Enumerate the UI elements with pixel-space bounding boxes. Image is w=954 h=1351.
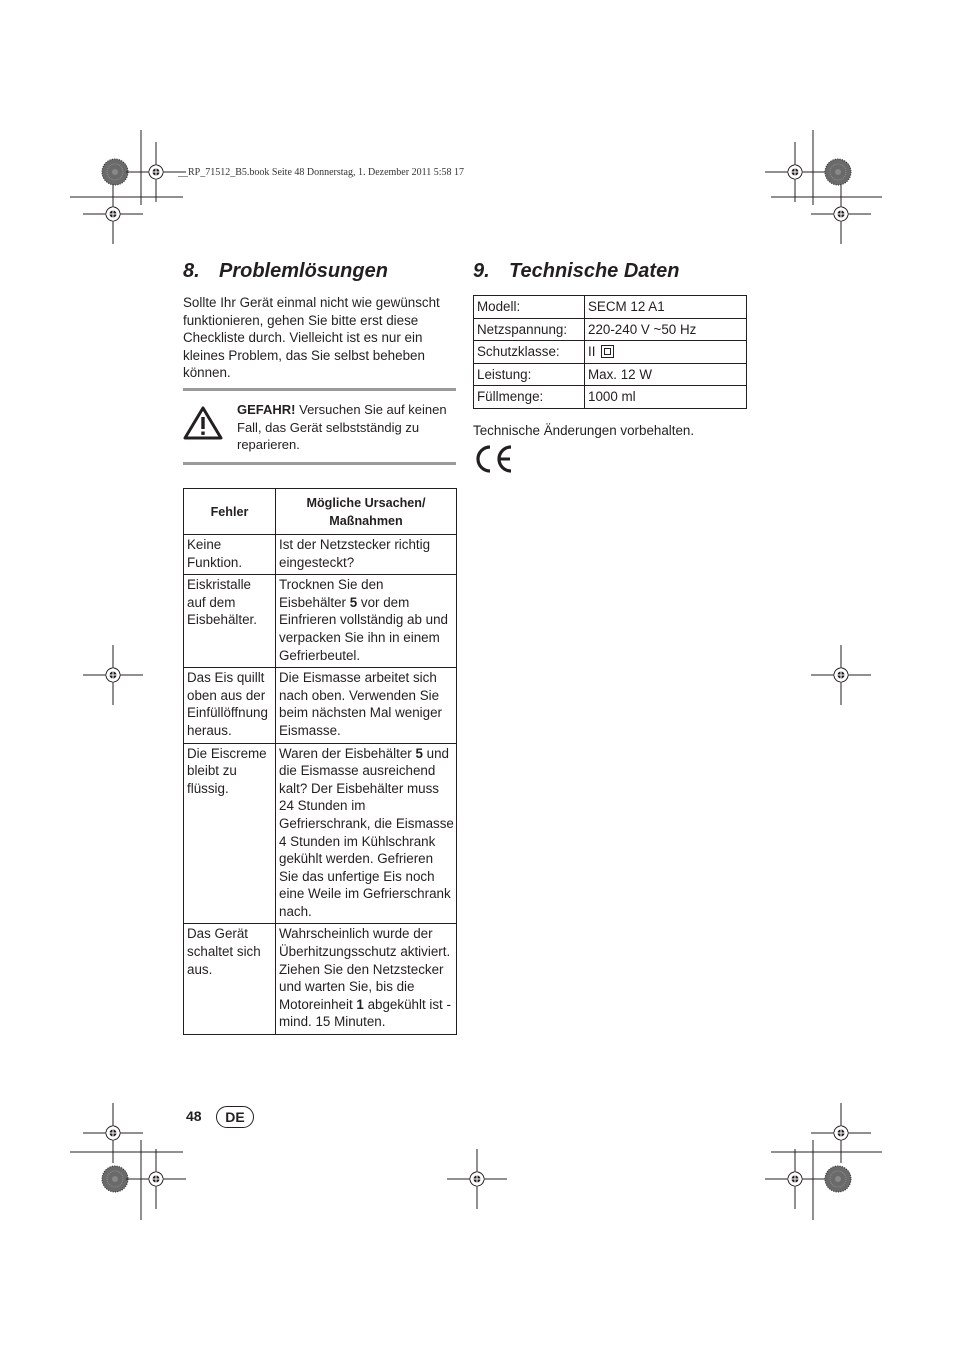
table-row <box>184 668 457 743</box>
registration-mark-icon <box>83 184 143 244</box>
part-number: 5 <box>415 745 423 761</box>
spec-value: II <box>588 344 596 360</box>
warning-message: Versuchen Sie auf keinen Fall, das Gerät selbstständig zu reparieren. <box>237 402 447 453</box>
spec-value: 1000 ml <box>585 386 747 409</box>
remedy-cell <box>276 924 457 1035</box>
spec-value: SECM 12 A1 <box>585 296 747 319</box>
spec-value-cell <box>585 341 747 364</box>
problem-cell: Keine Funktion. <box>184 535 276 575</box>
section-8-intro: Sollte Ihr Gerät einmal nicht wie gewünscht funktionieren, gehen Sie bitte erst diese Checkliste durch. Vielleicht ist es nur ein kleines Problem, das Sie selbst beheben können. <box>183 295 440 381</box>
column-header-fehler: Fehler <box>184 489 276 535</box>
color-wheel-icon <box>102 159 128 185</box>
registration-mark-icon <box>83 1103 143 1163</box>
registration-mark-icon <box>765 142 825 202</box>
registration-mark-icon <box>811 184 871 244</box>
section-9-heading <box>473 260 679 283</box>
table-row <box>184 535 457 575</box>
troubleshooting-table <box>183 488 457 1035</box>
section-9-title: Technische Daten <box>509 260 680 282</box>
spec-key: Netzspannung: <box>474 318 585 341</box>
remedy-text: Wahrscheinlich wurde der Überhitzungsschutz aktiviert. Ziehen Sie den Netzstecker und warten Sie, bis die Motoreinheit <box>279 926 451 1012</box>
table-row <box>184 743 457 924</box>
table-row <box>184 575 457 668</box>
registration-mark-icon <box>811 1103 871 1163</box>
spec-key: Modell: <box>474 296 585 319</box>
protection-class-ii-icon <box>601 345 614 358</box>
problem-cell: Das Eis quillt oben aus der Einfüllöffnung heraus. <box>184 668 276 743</box>
section-8-heading <box>183 260 388 283</box>
spec-row <box>474 296 747 319</box>
section-8-title: Problemlösungen <box>219 260 388 282</box>
spec-value: Max. 12 W <box>585 363 747 386</box>
color-wheel-icon <box>825 1166 851 1192</box>
remedy-cell <box>276 743 457 924</box>
warning-box <box>183 388 456 465</box>
table-header-row <box>184 489 457 535</box>
column-header-ursachen: Mögliche Ursachen/ Maßnahmen <box>276 489 457 535</box>
registration-mark-icon <box>83 645 143 705</box>
warning-label: GEFAHR! <box>237 402 296 417</box>
spec-row <box>474 341 747 364</box>
spec-value: 220-240 V ~50 Hz <box>585 318 747 341</box>
remedy-text: vor dem Einfrieren vollständig ab und verpacken Sie ihn in einem Gefrierbeutel. <box>279 594 448 663</box>
section-9-number: 9. <box>473 260 490 282</box>
remedy-text: und die Eismasse ausreichend kalt? Der Eisbehälter muss 24 Stunden im Gefrierschrank, die Eismasse 4 Stunden im Kühlschrank gekühlt werden. Gefrieren Sie das unfertige Eis noch eine Weile im Gefrierschrank nach. <box>279 745 454 919</box>
registration-mark-icon <box>126 142 186 202</box>
page-number: 48 <box>186 1108 202 1124</box>
registration-mark-icon <box>765 1149 825 1209</box>
spec-row <box>474 318 747 341</box>
remedy-cell <box>276 575 457 668</box>
spec-key: Schutzklasse: <box>474 341 585 364</box>
part-number: 1 <box>356 996 364 1012</box>
spec-key: Füllmenge: <box>474 386 585 409</box>
problem-cell: Die Eiscreme bleibt zu flüssig. <box>184 743 276 924</box>
part-number: 5 <box>349 594 358 610</box>
remedy-cell: Die Eismasse arbeitet sich nach oben. Verwenden Sie beim nächsten Mal weniger Eismasse. <box>276 668 457 743</box>
table-row <box>184 924 457 1035</box>
spec-row <box>474 363 747 386</box>
spec-key: Leistung: <box>474 363 585 386</box>
remedy-text: abgekühlt ist - mind. 15 Minuten. <box>279 996 451 1030</box>
ce-mark-icon <box>473 443 517 475</box>
problem-cell: Eiskristalle auf dem Eisbehälter. <box>184 575 276 668</box>
color-wheel-icon <box>825 159 851 185</box>
remedy-text: Trocknen Sie den Eisbehälter <box>279 577 384 610</box>
section-8-number: 8. <box>183 260 200 282</box>
remedy-cell: Ist der Netzstecker richtig eingesteckt? <box>276 535 457 575</box>
warning-triangle-icon <box>183 405 223 441</box>
technical-data-table <box>473 295 747 409</box>
remedy-text: Waren der Eisbehälter <box>279 745 416 761</box>
language-badge: DE <box>216 1106 254 1128</box>
registration-mark-icon <box>811 645 871 705</box>
technical-changes-note: Technische Änderungen vorbehalten. <box>473 423 695 438</box>
problem-cell: Das Gerät schaltet sich aus. <box>184 924 276 1035</box>
file-info-header: __RP_71512_B5.book Seite 48 Donnerstag, 1. Dezember 2011 5:58 17 <box>178 167 464 178</box>
color-wheel-icon <box>102 1166 128 1192</box>
registration-mark-icon <box>447 1149 507 1209</box>
registration-mark-icon <box>126 1149 186 1209</box>
spec-row <box>474 386 747 409</box>
warning-text <box>237 401 456 454</box>
